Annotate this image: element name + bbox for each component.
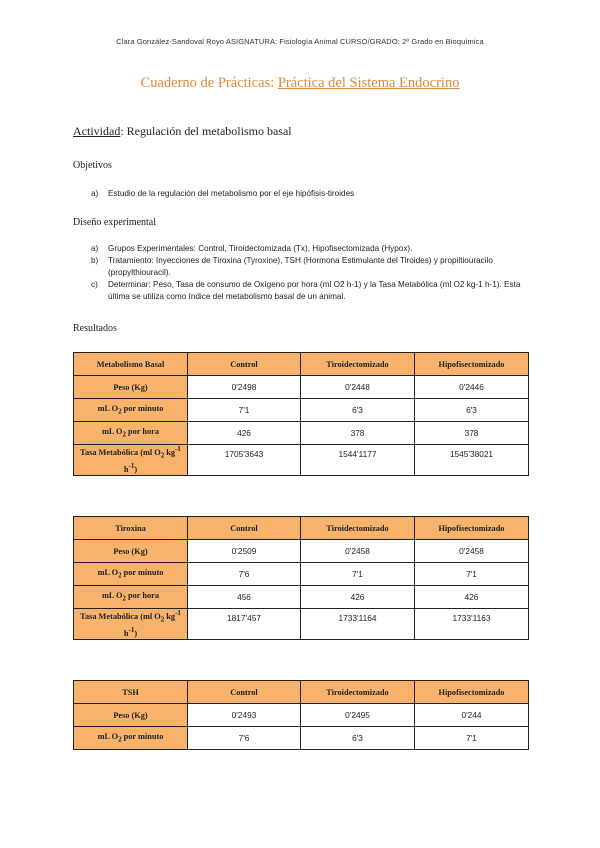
activity-label: Actividad (73, 124, 121, 138)
table-row (74, 422, 529, 445)
results-table-metabolismo-basal (73, 352, 529, 476)
table-cell: 1733'1163 (415, 609, 529, 640)
column-header: Hipofisectomizado (415, 353, 529, 376)
column-header: Control (188, 353, 301, 376)
table-cell: 378 (415, 422, 529, 445)
row-label: mL $O_2$ por minuto (74, 563, 188, 586)
list-item (91, 279, 531, 303)
list-item (91, 188, 531, 200)
table-cell: 1544'1177 (301, 445, 415, 476)
table-row (74, 399, 529, 422)
table-cell: 6'3 (301, 727, 415, 750)
table-cell: 0'2458 (301, 540, 415, 563)
table-cell: 6'3 (415, 399, 529, 422)
list-marker: a) (91, 189, 99, 198)
design-list (91, 243, 531, 303)
results-table-tsh (73, 680, 529, 750)
row-label: Peso (Kg) (74, 540, 188, 563)
list-marker: a) (91, 244, 99, 253)
row-label: mL $O_2$ por minuto (74, 399, 188, 422)
table-cell: 456 (188, 586, 301, 609)
table-cell: 0'2509 (188, 540, 301, 563)
list-text: Grupos Experimentales: Control, Tiroidectomizada (Tx), Hipofisectomizada (Hypox). (108, 244, 413, 253)
table-row (74, 586, 529, 609)
row-label: Tasa Metabólica (ml $O_2$ $kg^{-1}$ $h^{-1}$) (74, 609, 188, 640)
row-label: Peso (Kg) (74, 376, 188, 399)
list-item (91, 255, 531, 279)
column-header: Tiroidectomizado (301, 353, 415, 376)
table-cell: 1817'457 (188, 609, 301, 640)
table-cell: 426 (188, 422, 301, 445)
column-header: Hipofisectomizado (415, 681, 529, 704)
title-link[interactable]: Práctica del Sistema Endocrino (277, 75, 460, 91)
table-row (74, 609, 529, 640)
table-cell: 426 (415, 586, 529, 609)
column-header: Hipofisectomizado (415, 517, 529, 540)
list-marker: c) (91, 280, 98, 289)
list-text: Tratamiento: Inyecciones de Tiroxina (Tyroxine), TSH (Hormona Estimulante del Tiroides) y propiltiouracilo (propylthiouracil). (108, 256, 493, 277)
table-cell: 6'3 (301, 399, 415, 422)
document-title (0, 75, 600, 92)
table-row (74, 704, 529, 727)
table-cell: 1545'38021 (415, 445, 529, 476)
row-label: Peso (Kg) (74, 704, 188, 727)
design-heading: Diseño experimental (73, 217, 157, 228)
table-row (74, 376, 529, 399)
table-header-row (74, 353, 529, 376)
list-text: Estudio de la regulación del metabolismo por el eje hipófisis-tiroides (108, 189, 355, 198)
list-item (91, 243, 531, 255)
column-header: Control (188, 517, 301, 540)
table-cell: 0'2495 (301, 704, 415, 727)
table-row (74, 540, 529, 563)
table-cell: 0'2458 (415, 540, 529, 563)
table-cell: 7'1 (415, 563, 529, 586)
activity-heading (73, 124, 292, 139)
table-cell: 7'6 (188, 563, 301, 586)
table-cell: 378 (301, 422, 415, 445)
table-cell: 0'244 (415, 704, 529, 727)
column-header: Control (188, 681, 301, 704)
list-marker: b) (91, 256, 99, 265)
results-heading: Resultados (73, 323, 117, 334)
table-header-row (74, 681, 529, 704)
objectives-list (91, 188, 531, 200)
table-header-row (74, 517, 529, 540)
table-cell: 7'1 (415, 727, 529, 750)
table-cell: 0'2446 (415, 376, 529, 399)
row-label: mL $O_2$ por minuto (74, 727, 188, 750)
column-header: Tiroidectomizado (301, 517, 415, 540)
table-title: TSH (74, 681, 188, 704)
title-prefix: Cuaderno de Prácticas: (140, 75, 278, 91)
list-text: Determinar: Peso, Tasa de consumo de Oxígeno por hora (ml O2 h-1) y la Tasa Metabólica (ml O2 kg-1 h-1). Esta última se utiliza como índice del metabolismo basal de un animal. (108, 280, 521, 301)
table-row (74, 563, 529, 586)
table-cell: 426 (301, 586, 415, 609)
table-cell: 7'1 (301, 563, 415, 586)
results-table-tiroxina (73, 516, 529, 640)
page-header: Clara González-Sandoval Royo ASIGNATURA: Fisiología Animal CURSO/GRADO: 2º Grado en Bioquímica (116, 37, 484, 46)
column-header: Tiroidectomizado (301, 681, 415, 704)
table-cell: 0'2448 (301, 376, 415, 399)
activity-text: : Regulación del metabolismo basal (120, 124, 292, 138)
table-cell: 7'6 (188, 727, 301, 750)
row-label: mL $O_2$ por hora (74, 586, 188, 609)
table-title: Metabolismo Basal (74, 353, 188, 376)
objectives-heading: Objetivos (73, 160, 112, 171)
table-cell: 0'2498 (188, 376, 301, 399)
row-label: mL $O_2$ por hora (74, 422, 188, 445)
table-row (74, 727, 529, 750)
row-label: Tasa Metabólica (ml $O_2$ $kg^{-1}$ $h^{-1}$) (74, 445, 188, 476)
table-cell: 1705'3643 (188, 445, 301, 476)
table-row (74, 445, 529, 476)
table-cell: 0'2493 (188, 704, 301, 727)
table-title: Tiroxina (74, 517, 188, 540)
table-cell: 1733'1164 (301, 609, 415, 640)
table-cell: 7'1 (188, 399, 301, 422)
